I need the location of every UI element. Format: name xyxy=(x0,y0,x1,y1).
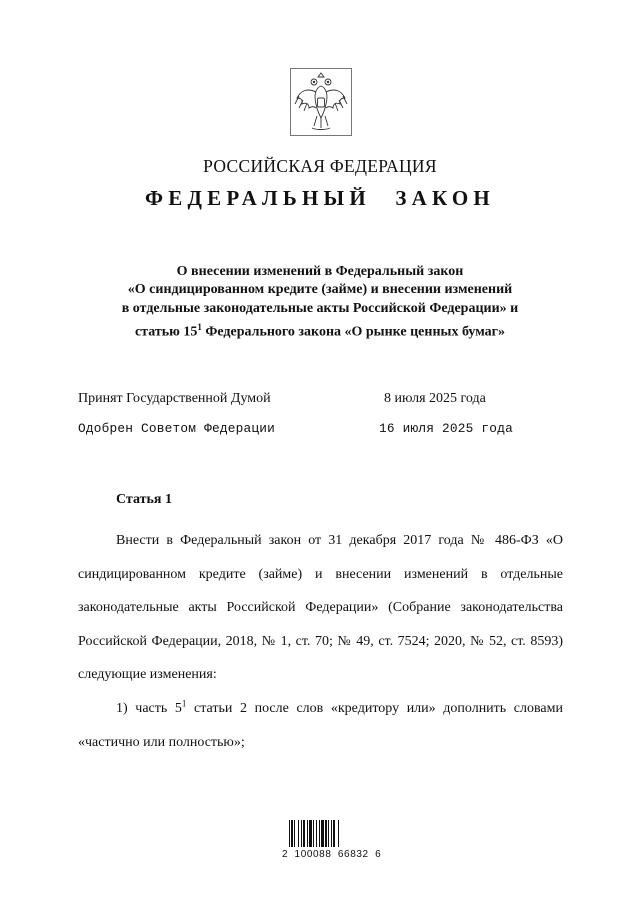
council-approval-date: 16 июля 2025 года xyxy=(379,421,513,436)
title-line xyxy=(60,318,580,342)
country-name: РОССИЙСКАЯ ФЕДЕРАЦИЯ xyxy=(203,156,437,176)
barcode-number: 2 100088 66832 6 xyxy=(282,849,382,860)
barcode-icon xyxy=(289,820,355,847)
state-emblem-icon xyxy=(290,68,352,136)
article-item xyxy=(78,692,563,759)
article-body xyxy=(78,524,563,759)
title-line: О внесении изменений в Федеральный закон xyxy=(176,264,464,279)
item-superscript: 1 xyxy=(181,698,187,709)
law-title xyxy=(60,263,580,342)
article-paragraph: Внести в Федеральный закон от 31 декабря 2017 года № 486-ФЗ «О синдицированном кредите (займе) и внесении изменений в отдельные законодательные акты Российской Федерации» (Собрание законодательства Российской Федерации, 2018, № 1, ст. 70; № 49, ст. 7524; 2020, № 52, ст. 8593) следующие изменения: xyxy=(78,533,563,683)
council-approval-label: Одобрен Советом Федерации xyxy=(78,421,275,436)
title-superscript: 1 xyxy=(197,321,202,332)
title-text: Федерального закона «О рынке ценных бумаг» xyxy=(201,324,506,340)
duma-adoption-date: 8 июля 2025 года xyxy=(384,391,486,406)
article-heading: Статья 1 xyxy=(116,492,172,507)
document-type-heading: ФЕДЕРАЛЬНЫЙ ЗАКОН xyxy=(145,186,495,210)
item-text: статьи 2 после слов «кредитору или» дополнить словами «частично или полностью»; xyxy=(78,700,563,750)
title-text: статью 15 xyxy=(134,324,198,340)
item-text: 1) часть 5 xyxy=(116,700,182,716)
title-line: в отдельные законодательные акты Российской Федерации» и xyxy=(121,300,519,316)
duma-adoption-label: Принят Государственной Думой xyxy=(78,391,271,406)
title-line: «О синдицированном кредите (займе) и внесении изменений xyxy=(127,282,513,298)
